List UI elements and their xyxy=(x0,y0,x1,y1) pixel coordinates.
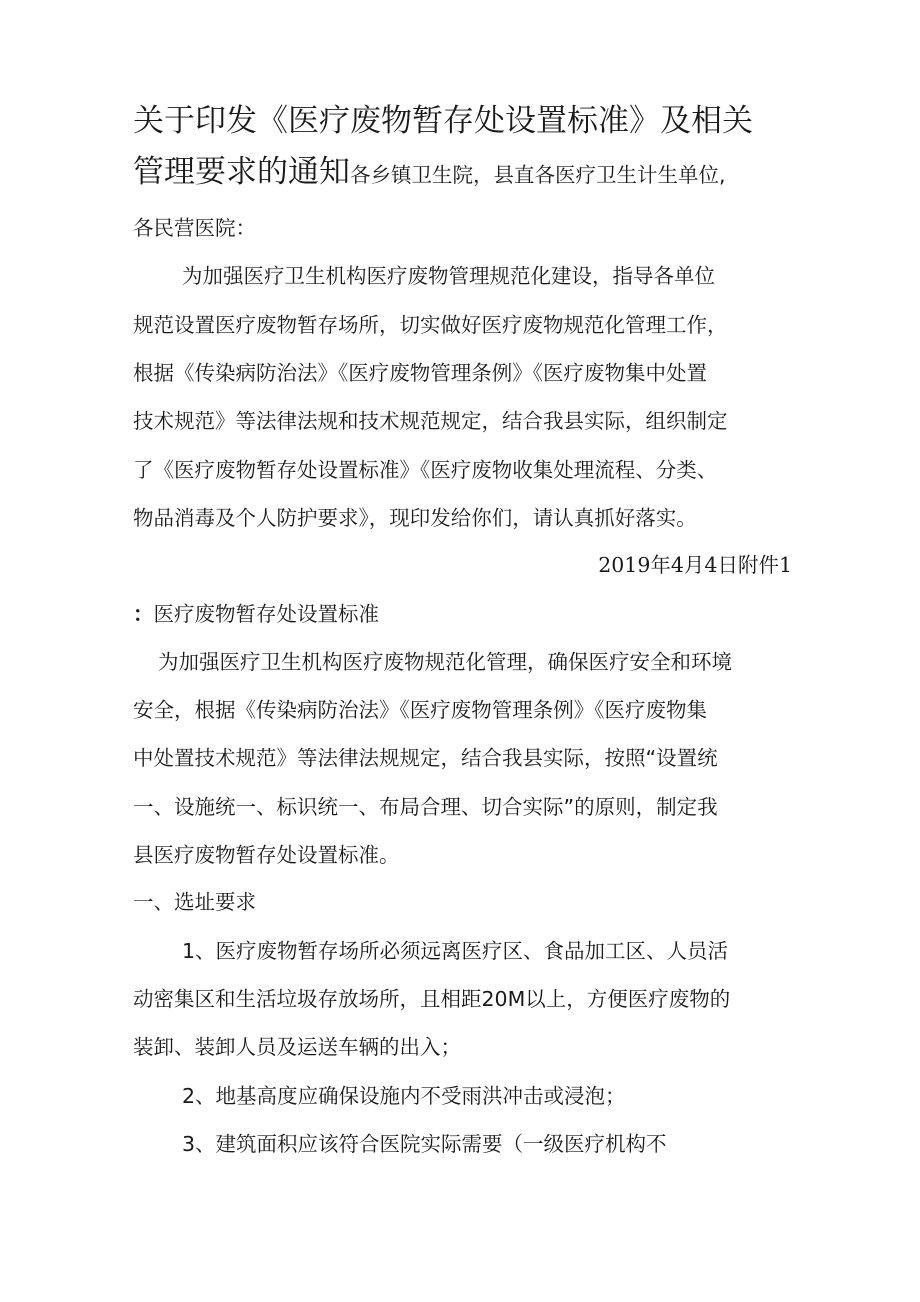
intro-line-3: 根据《传染病防治法》《医疗废物管理条例》《医疗废物集中处置 xyxy=(133,361,707,385)
item-2-line: 2、地基高度应确保设施内不受雨洪冲击或浸泡； xyxy=(182,1084,626,1108)
intro-line-5: 了《医疗废物暂存处设置标准》《医疗废物收集处理流程、分类、 xyxy=(133,458,718,482)
item-3-line: 3、建筑面积应该符合医院实际需要（一级医疗机构不 xyxy=(182,1132,667,1156)
standard-line-3: 中处置技术规范》等法律法规规定，结合我县实际，按照“设置统 xyxy=(133,746,718,770)
addressee-line-2: 各民营医院： xyxy=(133,216,256,240)
section-heading-site-requirements: 一、选址要求 xyxy=(133,890,256,914)
document-title-line-2 xyxy=(133,154,726,190)
item-1-line-1: 1、医疗废物暂存场所必须远离医疗区、食品加工区、人员活 xyxy=(182,939,729,963)
standard-line-1: 为加强医疗卫生机构医疗废物规范化管理，确保医疗安全和环境 xyxy=(158,650,732,674)
standard-line-2: 安全，根据《传染病防治法》《医疗废物管理条例》《医疗废物集 xyxy=(133,698,707,722)
attachment-colon: ： xyxy=(133,602,154,626)
intro-line-6: 物品消毒及个人防护要求》，现印发给你们，请认真抓好落实。 xyxy=(133,506,697,530)
intro-line-2: 规范设置医疗废物暂存场所，切实做好医疗废物规范化管理工作， xyxy=(133,313,728,337)
attachment-title-line xyxy=(133,604,793,625)
standard-line-4: 一、设施统一、标识统一、布局合理、切合实际”的原则，制定我 xyxy=(133,795,718,819)
date-and-attachment-label: 2019年4月4日附件1 xyxy=(598,553,792,577)
standard-line-5: 县医疗废物暂存处设置标准。 xyxy=(133,843,400,867)
item-1-line-3: 装卸、装卸人员及运送车辆的出入； xyxy=(133,1035,461,1059)
addressee-line-1: 各乡镇卫生院，县直各医疗卫生计生单位, xyxy=(350,163,726,187)
document-title-line-1: 关于印发《医疗废物暂存处设置标准》及相关 xyxy=(133,103,753,139)
attachment-title: 医疗废物暂存处设置标准 xyxy=(153,602,379,626)
intro-line-4: 技术规范》等法律法规和技术规范规定，结合我县实际，组织制定 xyxy=(133,409,728,433)
item-1-line-2: 动密集区和生活垃圾存放场所，且相距20M以上，方便医疗废物的 xyxy=(133,987,731,1011)
intro-line-1: 为加强医疗卫生机构医疗废物管理规范化建设，指导各单位 xyxy=(182,264,715,288)
document-title-tail: 管理要求的通知 xyxy=(133,154,350,190)
